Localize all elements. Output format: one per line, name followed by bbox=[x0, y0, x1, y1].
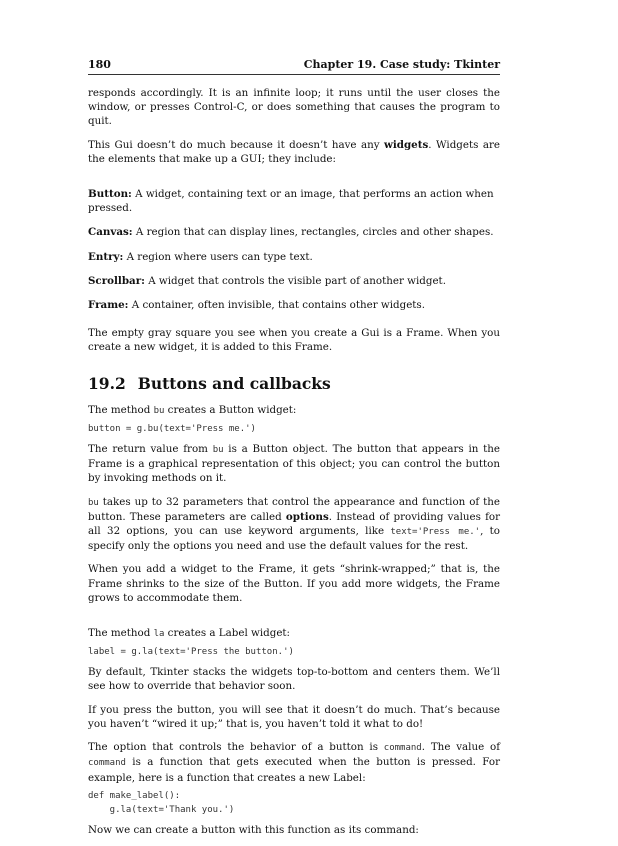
term-options: options bbox=[285, 510, 329, 523]
paragraph-frame: The empty gray square you see when you create a Gui is a Frame. When you create a new widget, it is added to this Frame. bbox=[88, 327, 500, 354]
paragraph-default-stacking: By default, Tkinter stacks the widgets top-to-bottom and centers them. We’ll see how to override that behavior soon. bbox=[88, 666, 500, 693]
running-header bbox=[88, 58, 500, 74]
section-title: Buttons and callbacks bbox=[137, 373, 331, 393]
paragraph-shrink-wrapped: When you add a widget to the Frame, it gets “shrink-wrapped;” that is, the Frame shrinks to the size of the Button. If you add more widgets, the Frame grows to accommodate them. bbox=[88, 563, 500, 604]
section-heading bbox=[88, 373, 500, 393]
paragraph-la-method: The method la creates a Label widget: bbox=[88, 627, 291, 640]
paragraph-command-option: The option that controls the behavior of a button is command. The value of command is a function that gets executed when the button is pressed. For example, here is a function that creates a new Label: bbox=[88, 741, 501, 784]
term-widgets: widgets bbox=[384, 138, 429, 151]
page-body bbox=[88, 86, 500, 846]
page-number: 180 bbox=[88, 58, 111, 71]
code-button: button = g.bu(text='Press me.') bbox=[88, 424, 256, 435]
code-label: label = g.la(text='Press the button.') bbox=[88, 647, 294, 658]
widget-item-canvas: Canvas: A region that can display lines, rectangles, circles and other shapes. bbox=[88, 226, 494, 239]
widget-item-entry: Entry: A region where users can type text. bbox=[88, 250, 313, 263]
paragraph-press-button: If you press the button, you will see that it doesn’t do much. That’s because you haven’t “wired it up;” that is, you haven’t told it what to do! bbox=[88, 703, 500, 730]
paragraph-widgets-intro: This Gui doesn’t do much because it doesn’t have any widgets. Widgets are the elements that make up a GUI; they include: bbox=[88, 138, 500, 165]
chapter-title: Chapter 19. Case study: Tkinter bbox=[303, 58, 500, 71]
widget-item-scrollbar: Scrollbar: A widget that controls the visible part of another widget. bbox=[88, 274, 446, 287]
code-make-label: def make_label(): g.la(text='Thank you.') bbox=[88, 790, 235, 815]
paragraph-return-value: The return value from bu is a Button object. The button that appears in the Frame is a graphical representation of this object; you can control the button by invoking methods on it. bbox=[88, 443, 501, 485]
section-number: 19.2 bbox=[88, 373, 126, 393]
widget-item-button: Button: A widget, containing text or an image, that performs an action when pressed. bbox=[88, 188, 494, 215]
paragraph-parameters: bu takes up to 32 parameters that control the appearance and function of the button. These parameters are called options. Instead of providing values for all 32 options, you can use keyword arguments, like text='Press me.', to specify only the options you need and use the default values for the rest. bbox=[88, 495, 500, 553]
paragraph-bu-method: The method bu creates a Button widget: bbox=[88, 403, 297, 416]
widget-item-frame: Frame: A container, often invisible, that contains other widgets. bbox=[88, 299, 425, 312]
paragraph-continuation: responds accordingly. It is an infinite loop; it runs until the user closes the window, or presses Control-C, or does something that causes the program to quit. bbox=[88, 87, 500, 128]
header-rule bbox=[88, 74, 500, 75]
paragraph-now-create: Now we can create a button with this function as its command: bbox=[88, 823, 419, 836]
